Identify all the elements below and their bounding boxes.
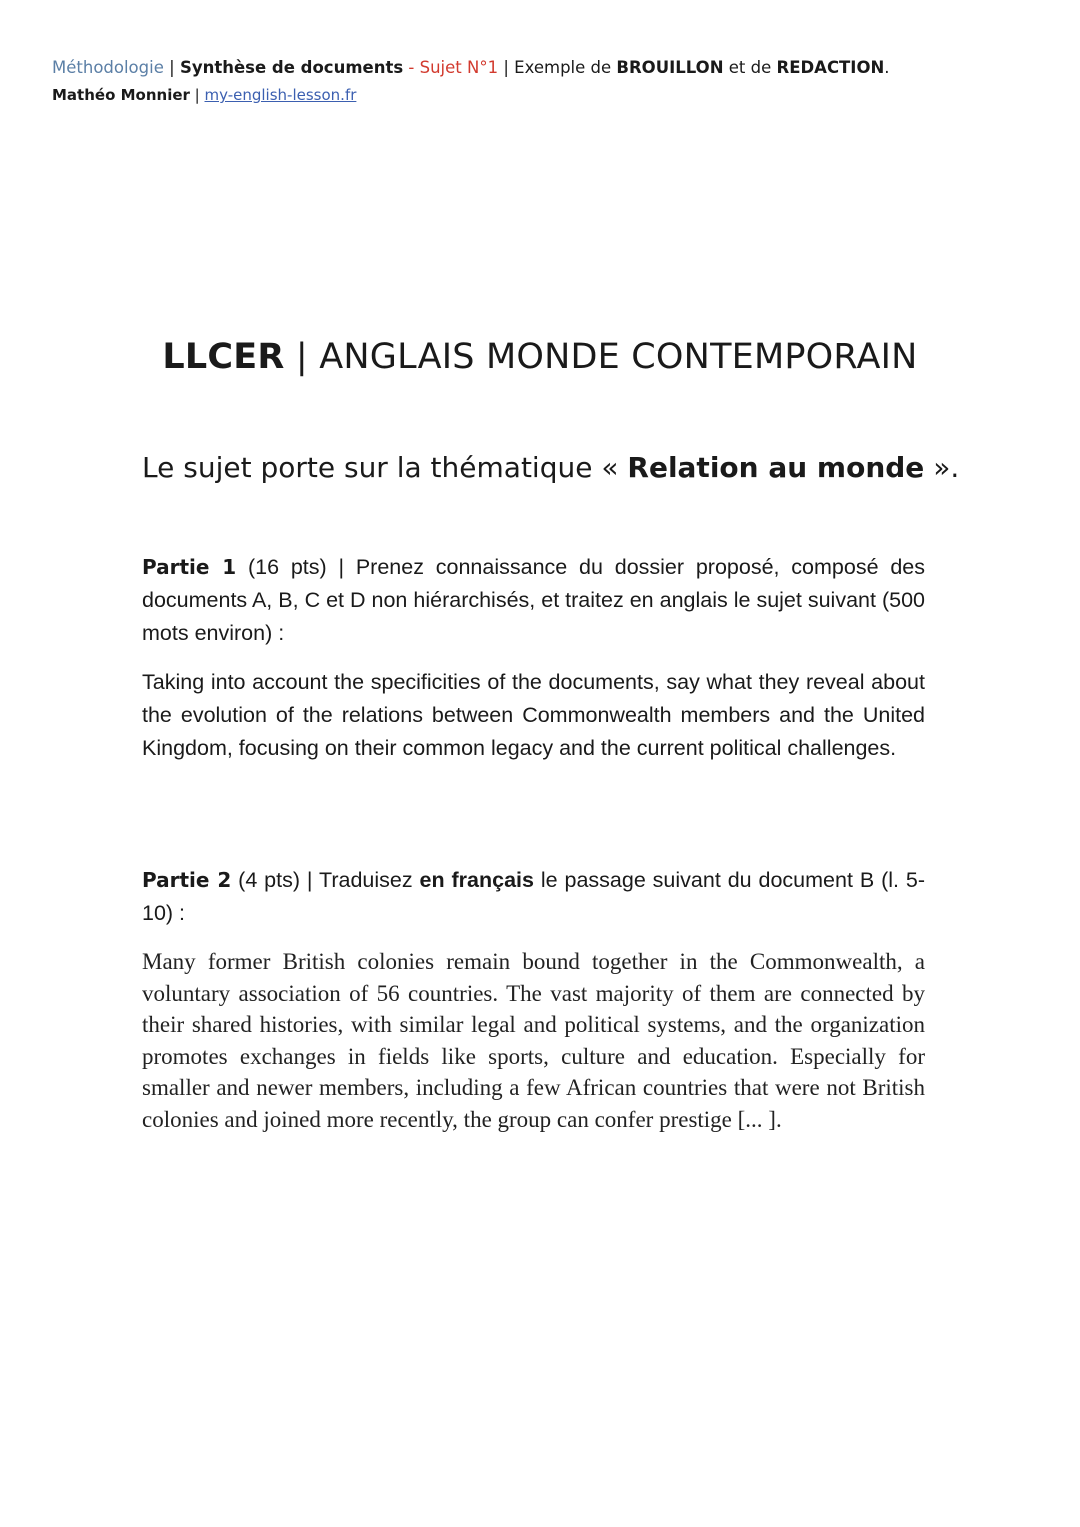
header-period: . bbox=[884, 58, 890, 77]
partie-2-bold: en français bbox=[419, 868, 534, 892]
partie-2-label: Partie 2 bbox=[142, 868, 232, 892]
partie-2-section bbox=[142, 864, 925, 930]
partie-2-instructions bbox=[142, 864, 925, 930]
header-line-1 bbox=[52, 56, 1032, 80]
partie-1-text: (16 pts) | Prenez connaissance du dossier proposé, composé des documents A, B, C et D non hiérarchisés, et traitez en anglais le sujet suivant (500 mots environ) : bbox=[142, 555, 925, 645]
header-exemple: | Exemple de bbox=[498, 58, 617, 77]
theme-line bbox=[142, 448, 1042, 488]
header-sujet: Sujet N°1 bbox=[419, 58, 499, 77]
partie-2-rest: le passage suivant du document B (l. 5-10) : bbox=[142, 868, 925, 925]
translation-passage: Many former British colonies remain bound together in the Commonwealth, a voluntary association of 56 countries. The vast majority of them are connected by their shared histories, with similar legal and political systems, and the organization promotes exchanges in fields like sports, culture and education. Especially for smaller and newer members, including a few African countries that were not British colonies and joined more recently, the group can confer prestige [... ]. bbox=[142, 949, 925, 1132]
theme-name: Relation au monde bbox=[627, 451, 925, 484]
title-rest: | ANGLAIS MONDE CONTEMPORAIN bbox=[284, 337, 918, 377]
header-line-2 bbox=[52, 84, 1032, 106]
partie-1-label: Partie 1 bbox=[142, 555, 237, 579]
header-dash: - bbox=[403, 58, 420, 77]
header-methodologie: Méthodologie bbox=[52, 58, 164, 77]
theme-suffix: ». bbox=[924, 451, 960, 484]
partie-1-instructions bbox=[142, 551, 925, 650]
page-header bbox=[52, 56, 1032, 106]
website-link[interactable]: my-english-lesson.fr bbox=[204, 86, 357, 104]
header-redaction: REDACTION bbox=[776, 58, 885, 77]
theme-prefix: Le sujet porte sur la thématique « bbox=[142, 451, 628, 484]
header-et-de: et de bbox=[723, 58, 777, 77]
header-brouillon: BROUILLON bbox=[616, 58, 724, 77]
partie-2-text: (4 pts) | Traduisez bbox=[231, 868, 420, 892]
partie-1-section bbox=[142, 551, 925, 765]
header-separator: | bbox=[163, 58, 180, 77]
header-synthese: Synthèse de documents bbox=[179, 58, 404, 77]
partie-1-prompt: Taking into account the specificities of the documents, say what they reveal about the evolution of the relations between Commonwealth members and the United Kingdom, focusing on their common legacy and the current political challenges. bbox=[142, 670, 925, 760]
header-separator-2: | bbox=[189, 86, 205, 104]
page-title bbox=[0, 334, 1080, 380]
title-llcer: LLCER bbox=[162, 337, 285, 377]
header-author: Mathéo Monnier bbox=[52, 86, 190, 104]
